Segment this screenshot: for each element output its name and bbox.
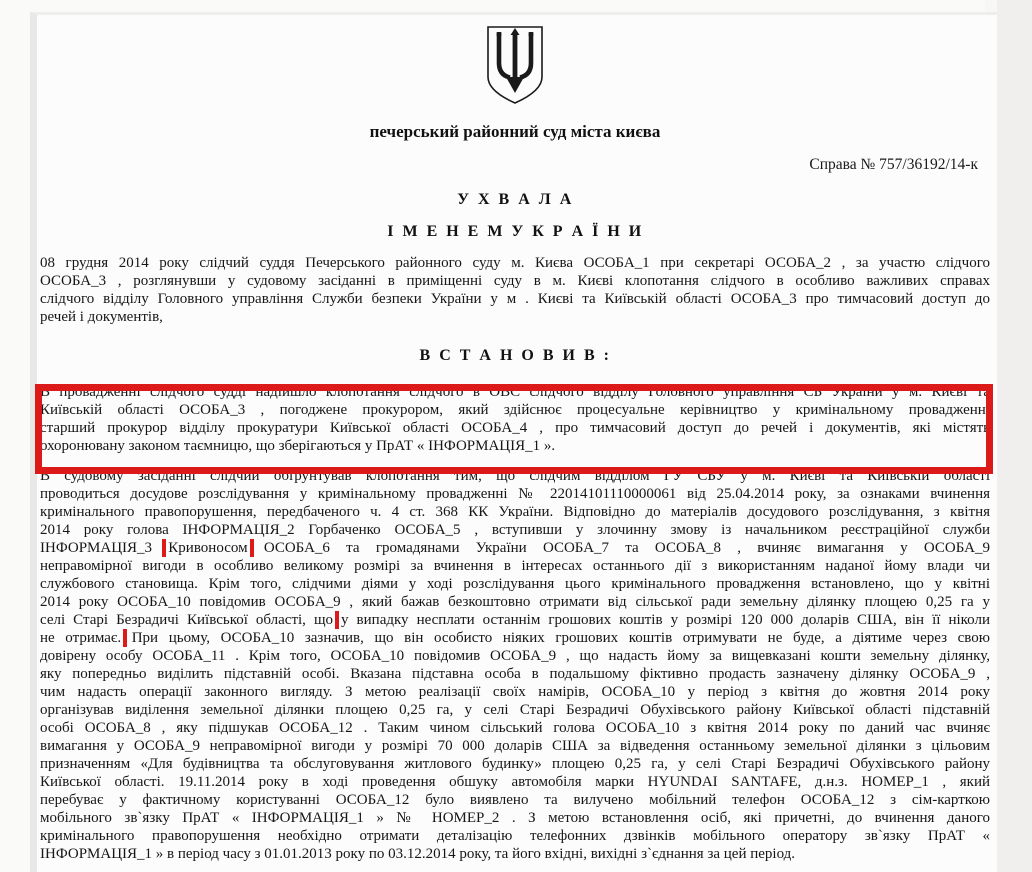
text-line: 2014 року голова ІНФОРМАЦІЯ_2 Горбаченко ОСОБА_5 , вступивши у злочинну змову із начальником реєстраційної служби	[40, 522, 990, 538]
text-line: яку попередньо виділить підставній особі. Вказана підставна особа в подальшому фіктивно продасть зазначену ділянку ОСОБА_9 ,	[40, 666, 990, 682]
text-line: ІНФОРМАЦІЯ_3 Кривоносом ОСОБА_6 та громадянами України ОСОБА_7 та ОСОБА_8 , вчиняє вимагання у ОСОБА_9	[40, 540, 990, 556]
text-line: призначенням «Для будівництва та обслуговування житлового будинку» площею 0,25 га, у селі Старі Безрадичі Обухівського району	[40, 756, 990, 772]
ruling-title: У Х В А Л А	[457, 191, 573, 208]
text-line: перебуває у фактичному користуванні ОСОБА_12 було виявлено та вилучено мобільний телефон ОСОБА_12 з сім-карткою	[40, 792, 990, 808]
red-annotation-box: Кривоносом	[168, 540, 248, 556]
text-line: чим надасть операції законного вигляду. З метою реалізації своїх намірів, ОСОБА_10 у період з квітня до жовтня 2014 року	[40, 684, 990, 700]
text-line: не отримає. При цьому, ОСОБА_10 зазначив, що він особисто ніяких грошових коштів отримувати не буде, а діятиме через свою	[40, 630, 990, 646]
ukraine-trident-icon	[485, 25, 545, 105]
section-heading-vstanoviv: В С Т А Н О В И В :	[419, 347, 611, 364]
text-line: охоронювану законом таємницю, що зберігаються у ПрАТ « ІНФОРМАЦІЯ_1 ».	[40, 438, 556, 454]
text-line: речей і документів,	[40, 309, 163, 325]
text-line: довірену особу ОСОБА_11 . Крім того, ОСОБА_10 повідомив ОСОБА_9 , що надасть йому за вищевказані кошти земельну ділянку,	[40, 648, 990, 664]
text-line: В судовому засіданні слідчий обґрунтував клопотання тим, що слідчим відділом ГУ СБУ у м. Києві та Київській області	[40, 468, 990, 484]
text-line: особі ОСОБА_8 , яку підшукав ОСОБА_12 . Таким чином сільський голова ОСОБА_10 з квітня 2014 року по даний час вчиняє	[40, 720, 990, 736]
text-line: мобільного зв`язку ПрАТ « ІНФОРМАЦІЯ_1 » № НОМЕР_2 . З метою встановлення осіб, які причетні, до вчинення даного	[40, 810, 990, 826]
in-the-name-of-ukraine-title: І М Е Н Е М У К Р А Ї Н И	[387, 223, 643, 240]
text-line: ОСОБА_3 , розглянувши у судовому засіданні в приміщенні суду в м. Києві клопотання слідчого в особливо важливих справах	[40, 273, 990, 289]
text-line: кримінального правопорушення, передбаченого ч. 4 ст. 368 КК України. Відповідно до матеріалів досудового розслідування, з квітня	[40, 504, 990, 520]
text-line: кримінального правопорушення необхідно отримати деталізацію телефонних дзвінків мобільного оператору зв`язку ПрАТ «	[40, 828, 990, 844]
text-line: службового становища. Крім того, слідчими діями у ході розслідування цього кримінального провадження встановлено, що у квітні	[40, 576, 990, 592]
court-name: печерський районний суд міста києва	[369, 122, 661, 141]
text-line: Київській області ОСОБА_3 , погоджене прокурором, який здійснює процесуальне керівництво у кримінальному провадженні	[40, 402, 990, 418]
text-line: Київської області. 19.11.2014 року в ході проведення обшуку автомобіля марки HYUNDAI SANTAFE, д.н.з. НОМЕР_1 , який	[40, 774, 990, 790]
text-line: селі Старі Безрадичі Київської області, що у випадку несплати останнім грошових коштів у розмірі 120 000 доларів США, він її ніколи	[40, 612, 990, 628]
red-annotation-box: у випадку несплати останнім грошових коштів у розмірі 120 000 доларів США, він її ніколи	[341, 612, 990, 628]
text-line: ІНФОРМАЦІЯ_1 » в період часу з 01.01.2013 року по 03.12.2014 року, та його вхідні, вихідні з`єднання за цей період.	[40, 846, 796, 862]
text-line: В провадженні слідчого судді надійшло клопотання слідчого в ОВС слідчого відділу Головного управління СБ України у м. Києві та	[40, 384, 990, 400]
text-line: старший прокурор відділу прокуратури Київської області ОСОБА_4 , про тимчасовий доступ до речей і документів, які містять	[40, 420, 990, 436]
text-line: неправомірної вигоди в особливо великому розмірі за вчинення в інтересах останнього дії з використанням наданої йому влади чи	[40, 558, 990, 574]
facts-paragraph	[40, 467, 990, 863]
text-line: 2014 року ОСОБА_10 повідомив ОСОБА_9 , який бажав безкоштовно отримати від сільської ради земельну ділянку площею 0,25 га у	[40, 594, 990, 610]
text-line: 08 грудня 2014 року слідчий суддя Печерського районного суду м. Києва ОСОБА_1 при секретарі ОСОБА_2 , за участю слідчого	[40, 255, 990, 271]
text-line: проводиться досудове розслідування у кримінальному провадженні № 22014101110000061 від 25.04.2014 року, за ознаками вчинення	[40, 486, 990, 502]
text-line: вимагання у ОСОБА_9 неправомірної вигоди у розмірі 70 000 доларів США за відведення останньому земельної ділянки з цільовим	[40, 738, 990, 754]
petition-paragraph	[40, 383, 990, 455]
court-document-page	[30, 12, 997, 872]
window-right-gutter	[997, 0, 1032, 872]
text-line: організував виділення земельної ділянки площею 0,25 га, у селі Старі Безрадичі Обухівського району Київської області підставній	[40, 702, 990, 718]
text-line: слідчого відділу Головного управління Служби безпеки України у м . Києві та Київській області ОСОБА_3 про тимчасовий доступ до	[40, 291, 990, 307]
case-number: Справа № 757/36192/14-к	[809, 156, 978, 173]
intro-paragraph	[40, 254, 990, 326]
red-annotation-box: не отримає.	[40, 630, 122, 646]
